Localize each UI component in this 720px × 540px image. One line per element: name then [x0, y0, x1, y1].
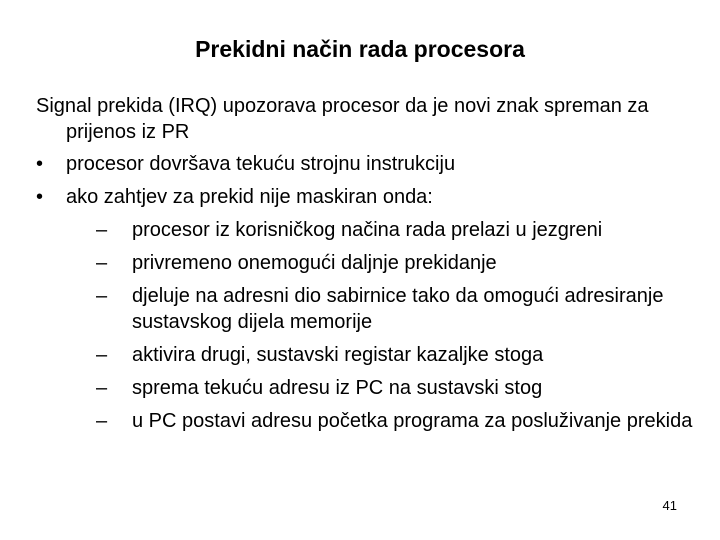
sub-item-text: sprema tekuću adresu iz PC na sustavski stog — [132, 377, 543, 399]
bullet-marker: • — [36, 186, 44, 208]
bullet-text: ako zahtjev za prekid nije maskiran onda: — [66, 186, 433, 208]
intro-paragraph: Signal prekida (IRQ) upozorava procesor da je novi znak spreman za prijenos iz PR — [36, 95, 649, 143]
bullet-item — [36, 151, 706, 177]
dash-marker: – — [96, 252, 108, 274]
dash-marker: – — [96, 377, 108, 399]
sub-item-text: u PC postavi adresu početka programa za posluživanje prekida — [132, 410, 693, 432]
sub-item — [36, 342, 706, 368]
page-number: 41 — [662, 498, 677, 513]
sub-item — [36, 375, 706, 401]
sub-item-text: aktivira drugi, sustavski registar kazaljke stoga — [132, 344, 544, 366]
sub-item-text: privremeno onemogući daljnje prekidanje — [132, 252, 497, 274]
dash-marker: – — [96, 410, 108, 432]
sub-item-text: procesor iz korisničkog načina rada prelazi u jezgreni — [132, 219, 603, 241]
bullet-item — [36, 184, 706, 210]
dash-marker: – — [96, 219, 108, 241]
dash-marker: – — [96, 285, 108, 307]
sub-item-text: djeluje na adresni dio sabirnice tako da omogući adresiranje sustavskog dijela memorije — [132, 285, 664, 333]
sub-item — [36, 408, 706, 434]
sub-item — [36, 217, 706, 243]
slide-title: Prekidni način rada procesora — [195, 36, 525, 62]
dash-marker: – — [96, 344, 108, 366]
bullet-text: procesor dovršava tekuću strojnu instrukciju — [66, 153, 456, 175]
bullet-marker: • — [36, 153, 44, 175]
sub-item — [36, 250, 706, 276]
slide-body — [36, 93, 706, 441]
sub-item — [36, 283, 706, 335]
